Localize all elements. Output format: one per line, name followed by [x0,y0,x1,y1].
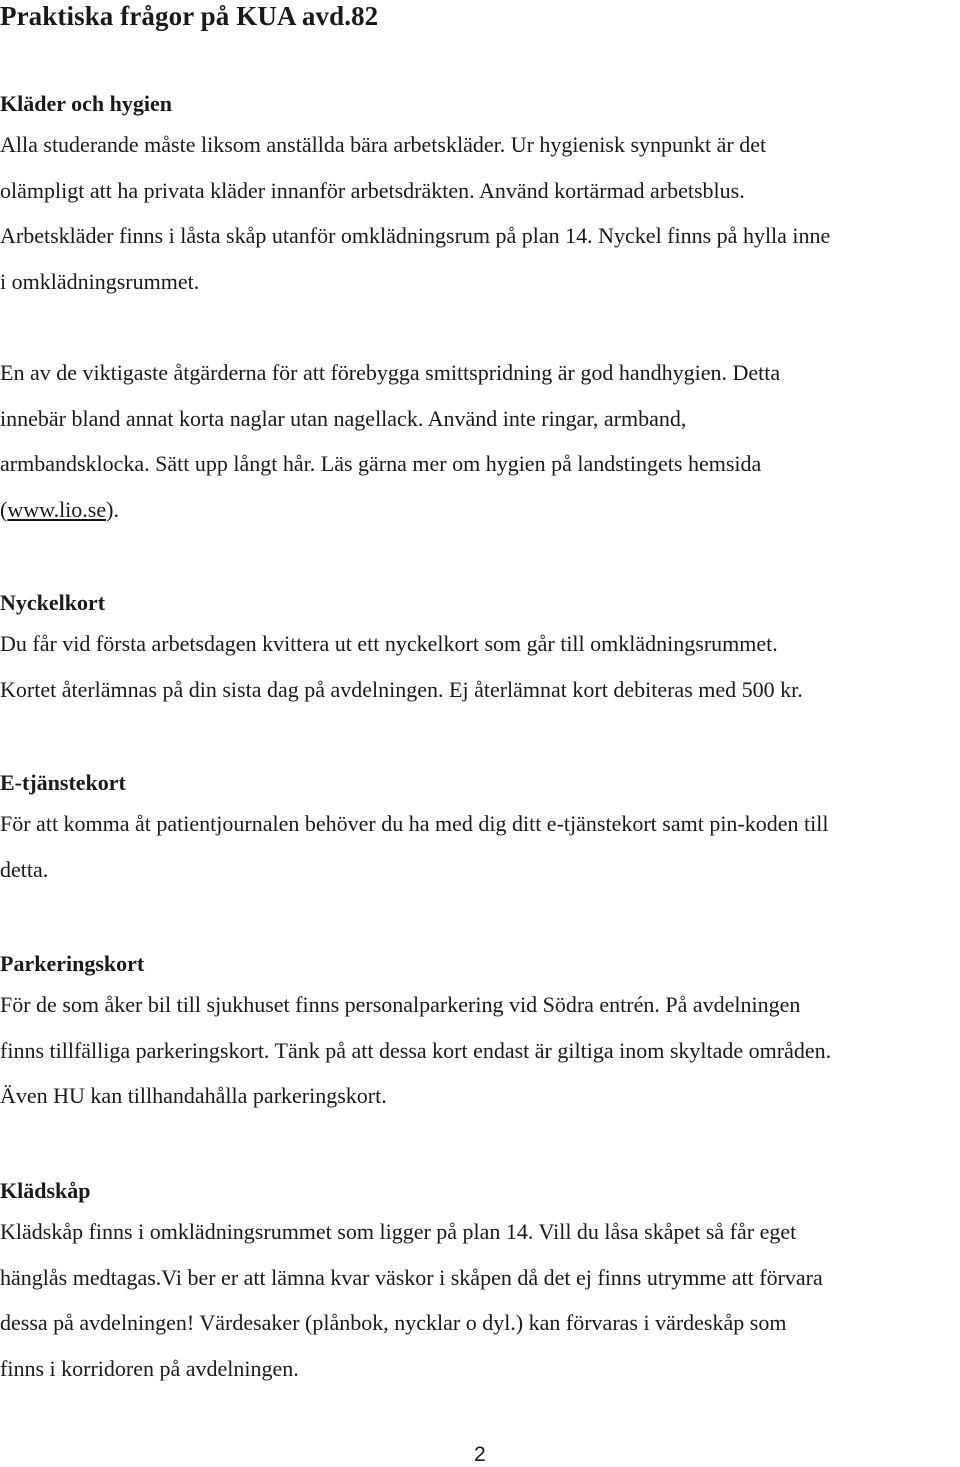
text-line [0,487,960,533]
section-heading-eservice: E-tjänstekort [0,770,126,795]
section-clothing-hygiene [0,90,960,532]
link-paren-open: ( [0,496,8,522]
lio-website-link[interactable]: www.lio.se [7,496,107,522]
link-paren-close: ). [106,496,119,522]
page-title: Praktiska frågor på KUA avd.82 [0,1,379,31]
text-line: finns i korridoren på avdelningen. [0,1355,299,1381]
text-line: Alla studerande måste liksom anställda bära arbetskläder. Ur hygienisk synpunkt är det [0,132,767,157]
section-heading-locker: Klädskåp [0,1178,91,1203]
paragraph-parking [0,982,960,1119]
section-heading-parking: Parkeringskort [0,951,145,976]
page-number: 2 [474,1443,486,1466]
text-line: Kortet återlämnas på din sista dag på avdelningen. Ej återlämnat kort debiteras med 500 kr. [0,676,803,702]
text-line: För att komma åt patientjournalen behöver du ha med dig ditt e-tjänstekort samt pin-koden till [0,811,829,836]
text-line: olämpligt att ha privata kläder innanför arbetsdräkten. Använd kortärmad arbetsblus. [0,177,745,203]
paragraph-hand-hygiene [0,350,960,532]
paragraph-locker [0,1209,960,1391]
text-line: Även HU kan tillhandahålla parkeringskort. [0,1083,387,1109]
text-line: Du får vid första arbetsdagen kvittera ut ett nyckelkort som går till omklädningsrummet. [0,631,778,656]
text-line: En av de viktigaste åtgärderna för att förebygga smittspridning är god handhygien. Detta [0,359,781,385]
text-line: Arbetskläder finns i låsta skåp utanför omklädningsrum på plan 14. Nyckel finns på hylla inne [0,223,831,249]
paragraph-keycard [0,621,960,712]
paragraph-clothing [0,122,960,304]
text-line: hänglås medtagas.Vi ber er att lämna kvar väskor i skåpen då det ej finns utrymme att förvara [0,1264,823,1290]
text-line: detta. [0,856,49,882]
text-line: i omklädningsrummet. [0,268,200,294]
paragraph-eservice [0,801,960,892]
text-line: innebär bland annat korta naglar utan nagellack. Använd inte ringar, armband, [0,405,687,431]
text-line: Klädskåp finns i omklädningsrummet som ligger på plan 14. Vill du låsa skåpet så får eget [0,1219,797,1244]
text-line: dessa på avdelningen! Värdesaker (plånbok, nycklar o dyl.) kan förvaras i värdeskåp som [0,1310,787,1336]
text-line: finns tillfälliga parkeringskort. Tänk på att dessa kort endast är giltiga inom skyltade områden. [0,1037,832,1063]
section-keycard [0,589,960,712]
section-locker [0,1177,960,1391]
text-line: armbandsklocka. Sätt upp långt hår. Läs gärna mer om hygien på landstingets hemsida [0,451,762,477]
section-parking [0,950,960,1119]
section-eservice-card [0,769,960,892]
section-heading-keycard: Nyckelkort [0,590,106,615]
text-line: För de som åker bil till sjukhuset finns personalparkering vid Södra entrén. På avdelningen [0,992,801,1017]
section-heading-clothing: Kläder och hygien [0,91,172,116]
